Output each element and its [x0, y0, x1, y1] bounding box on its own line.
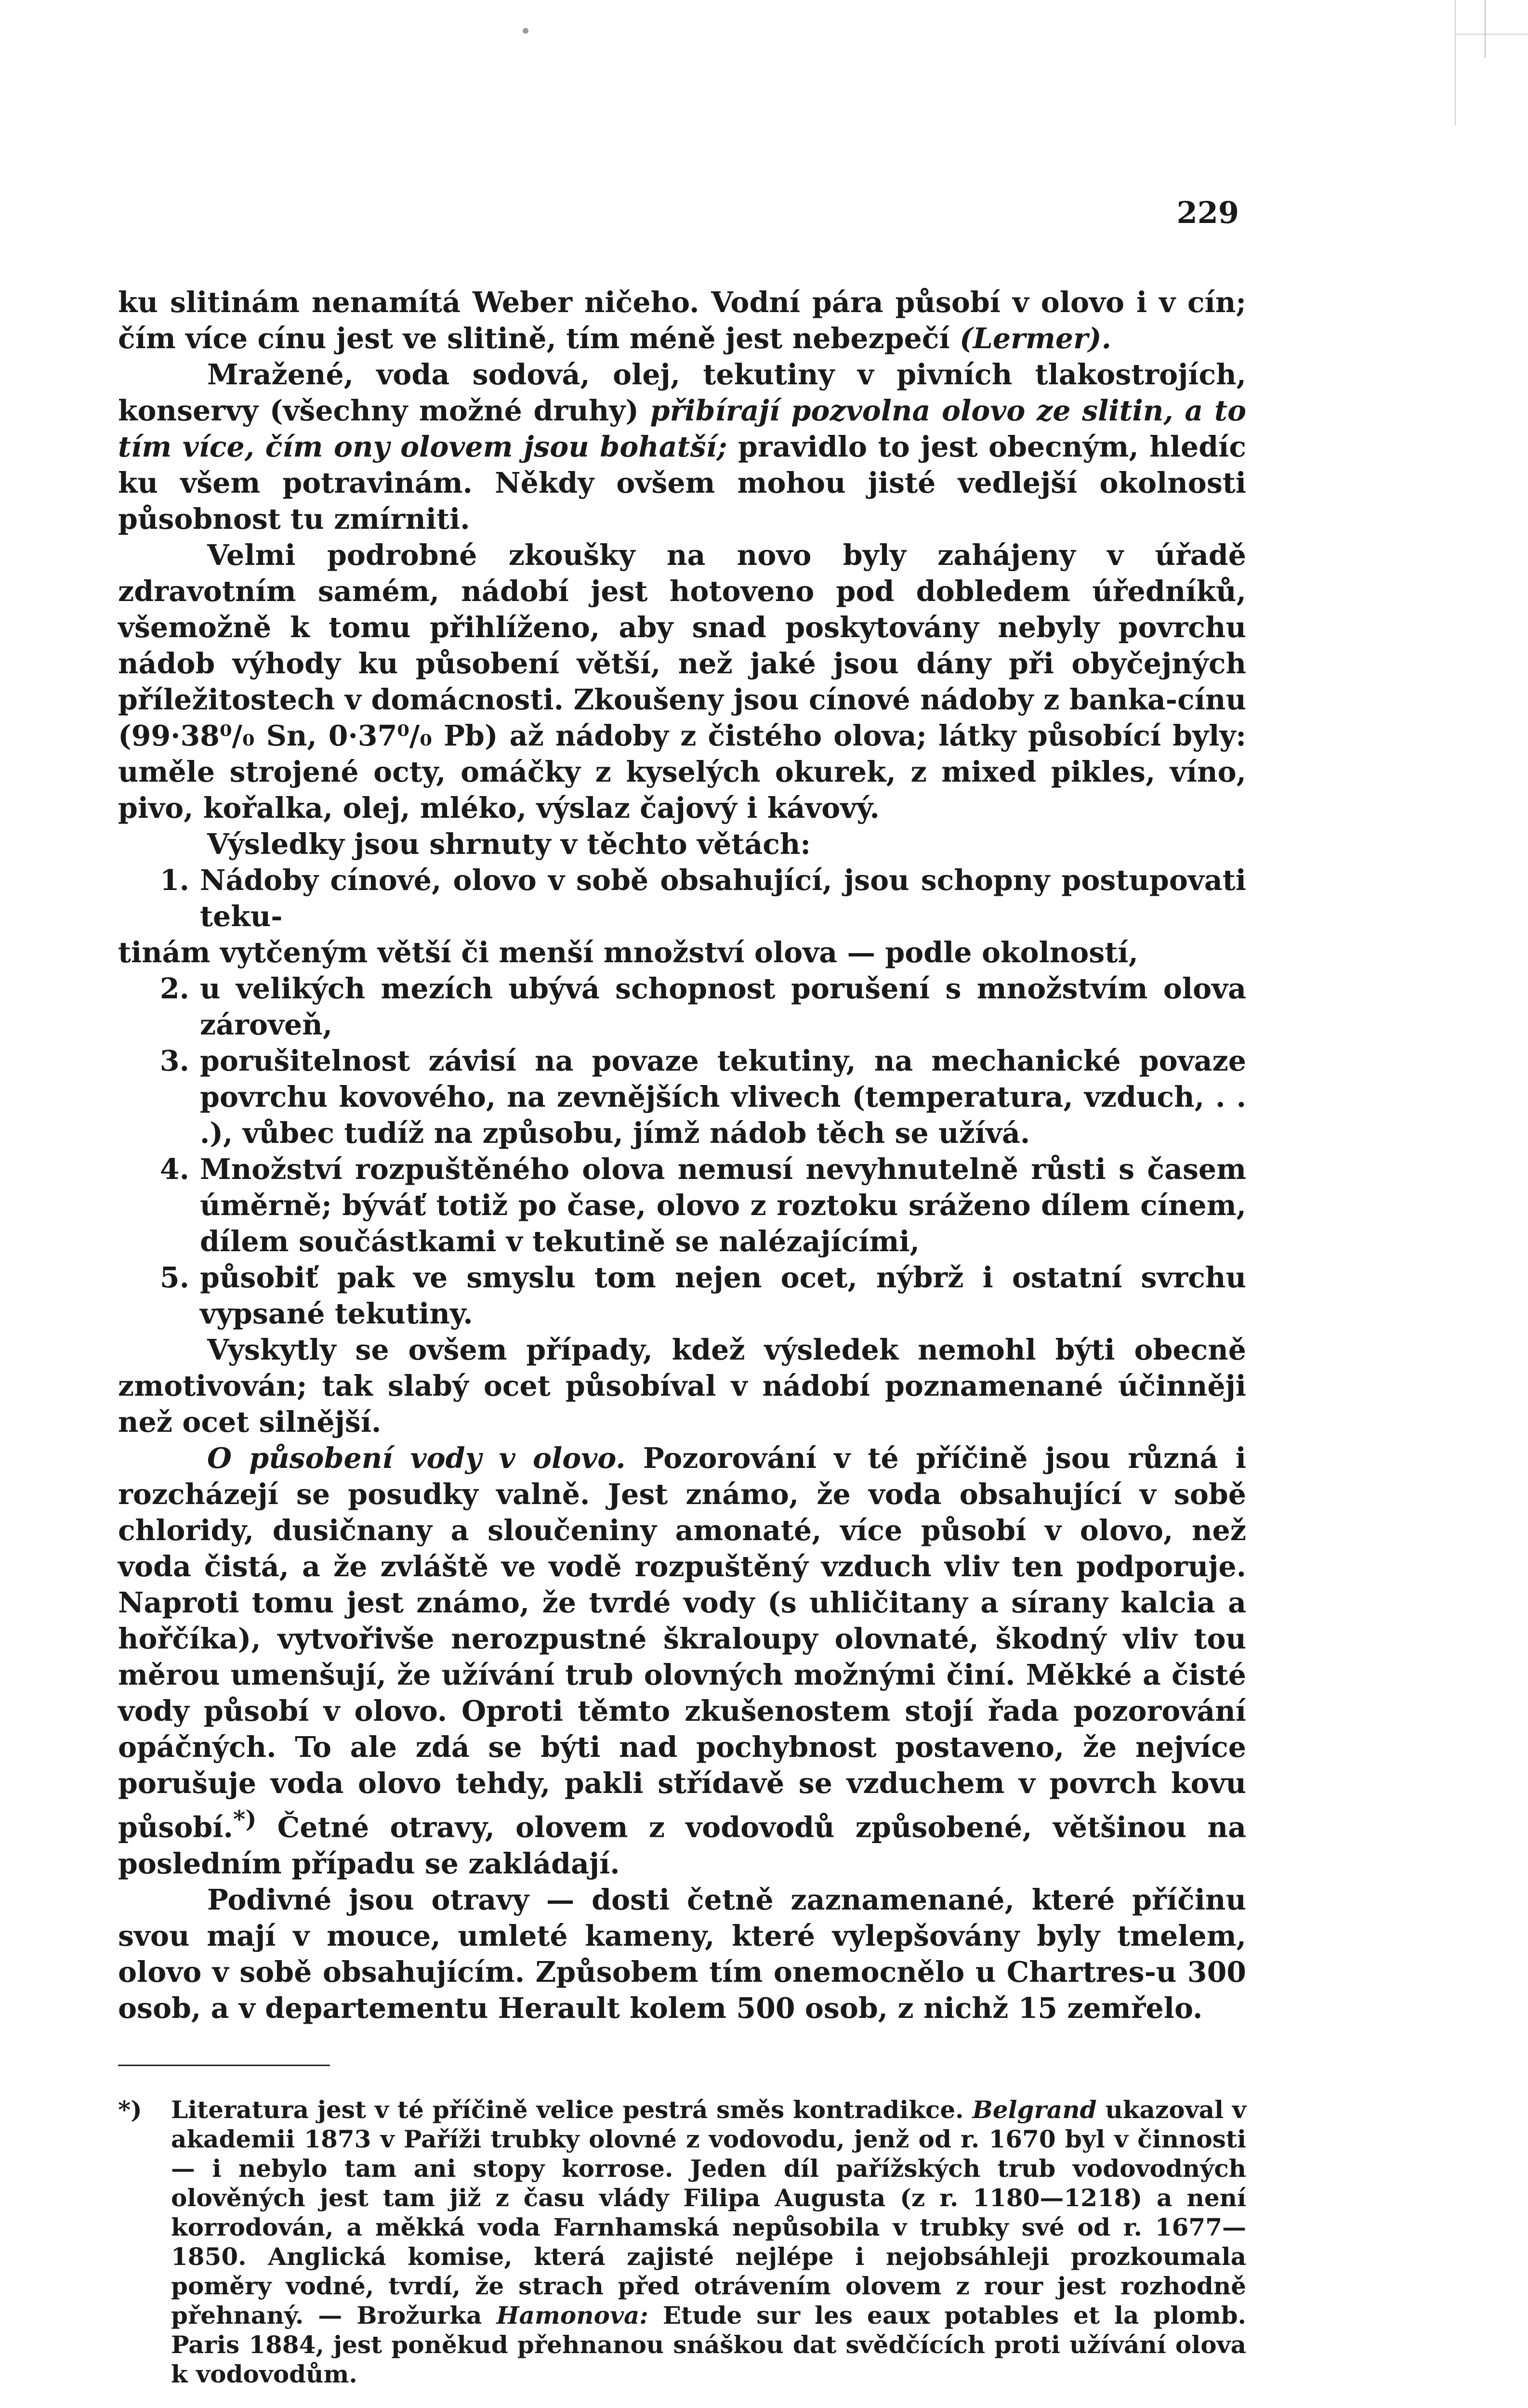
scan-edge-marks — [1455, 0, 1528, 125]
footnote: *) Literatura jest v té příčině velice pestrá směs kontradikce. Belgrand ukazoval v akademii 1873 v Paříži trubky olovné z vodovodu, jenž od r. 1670 byl v činnosti — i nebylo tam ani stopy korrose. Jeden díl pařížských trub vodovodných olověných jest tam již z času vlády Filipa Augusta (z r. 1180—1218) a není korrodován, a měkká voda Farnhamská nepůsobila v trubky své od r. 1677—1850. Anglická komise, která zajisté nejlépe i nejobsáhleji prozkoumala poměry vodné, tvrdí, že strach před otrávením olovem z rour jest rozhodně přehnaný. — Brožurka Hamonova: Etude sur les eaux potables et la plomb. Paris 1884, jest poněkud přehnanou snáškou dat svědčících proti užívání olova k vodovodům. — [118, 2095, 1246, 2388]
footnote-rule — [118, 2065, 330, 2066]
list-item-continuation: tinám vytčeným větší či menší množství olova — podle okolností, — [118, 936, 1138, 969]
paragraph: Podivné jsou otravy — dosti četně zaznamenané, které příčinu svou mají v mouce, umleté kameny, které vylepšovány byly tmelem, olovo v sobě obsahujícím. Způsobem tím onemocnělo u Chartres-u 300 osob, a v departementu Herault kolem 500 osob, z nichž 15 zemřelo. — [118, 1883, 1246, 2025]
page-number: 229 — [1176, 195, 1239, 230]
section-heading: O působení vody v olovo. — [207, 1441, 626, 1475]
scan-speck — [523, 28, 528, 34]
footnote-reference: *) — [233, 1806, 257, 1833]
paragraph: Výsledky jsou shrnuty v těchto větách: — [207, 827, 811, 861]
paragraph: ku slitinám nenamítá Weber ničeho. Vodní pára působí v olovo i v cín; čím více cínu jest ve slitině, tím méně jest nebezpečí (Lermer). — [118, 286, 1246, 355]
list-item: 1. Nádoby cínové, olovo v sobě obsahující, jsou schopny postupovati teku- — [159, 864, 1246, 933]
list-item: 2. u velikých mezích ubývá schopnost porušení s množstvím olova zároveň, — [159, 972, 1246, 1041]
body-text — [118, 284, 1246, 2389]
paragraph: O působení vody v olovo. Pozorování v té příčině jsou různá i rozcházejí se posudky valně. Jest známo, že voda obsahující v sobě chloridy, dusičnany a sloučeniny amonaté, více působí v olovo, než voda čistá, a že zvláště ve vodě rozpuštěný vzduch vliv ten podporuje. Naproti tomu jest známo, že tvrdé vody (s uhličitany a sírany kalcia a hořčíka), vytvořivše nerozpustné škraloupy olovnaté, škodný vliv tou měrou umenšují, že užívání trub olovných možnými činí. Měkké a čisté vody působí v olovo. Oproti těmto zkušenostem stojí řada pozorování opáčných. To ale zdá se býti nad pochybnost postaveno, že nejvíce porušuje voda olovo tehdy, pakli střídavě se vzduchem v povrch kovu působí.*) Četné otravy, olovem z vodovodů způsobené, většinou na posledním případu se zakládají. — [118, 1441, 1246, 1880]
paragraph: Velmi podrobné zkoušky na novo byly zahájeny v úřadě zdravotním samém, nádobí jest hotoveno pod dobledem úředníků, všemožně k tomu přihlíženo, aby snad poskytovány nebyly povrchu nádob výhody ku působení větší, než jaké jsou dány při obyčejných příležitostech v domácnosti. Zkoušeny jsou cínové nádoby z banka-cínu (99·38⁰/₀ Sn, 0·37⁰/₀ Pb) až nádoby z čistého olova; látky působící byly: uměle strojené octy, omáčky z kyselých okurek, z mixed pikles, víno, pivo, kořalka, olej, mléko, výslaz čajový i kávový. — [118, 538, 1246, 824]
list-item: 4. Množství rozpuštěného olova nemusí nevyhnutelně růsti s časem úměrně; býváť totiž po čase, olovo z roztoku sráženo dílem cínem, dílem součástkami v tekutině se nalézajícími, — [159, 1152, 1246, 1258]
list-item: 3. porušitelnost závisí na povaze tekutiny, na mechanické povaze povrchu kovového, na zevnějších vlivech (temperatura, vzduch, . . .), vůbec tudíž na způsobu, jímž nádob těch se užívá. — [159, 1044, 1246, 1150]
list-item: 5. působiť pak ve smyslu tom nejen ocet, nýbrž i ostatní svrchu vypsané tekutiny. — [159, 1261, 1246, 1330]
paragraph: Vyskytly se ovšem případy, kdež výsledek nemohl býti obecně zmotivován; tak slabý ocet působíval v nádobí poznamenané účinněji než ocet silnější. — [118, 1333, 1246, 1439]
paragraph: Mražené, voda sodová, olej, tekutiny v pivních tlakostrojích, konservy (všechny možné druhy) přibírají pozvolna olovo ze slitin, a to tím více, čím ony olovem jsou bohatší; pravidlo to jest obecným, hledíc ku všem potravinám. Někdy ovšem mohou jisté vedlejší okolnosti působnost tu zmírniti. — [118, 358, 1247, 536]
